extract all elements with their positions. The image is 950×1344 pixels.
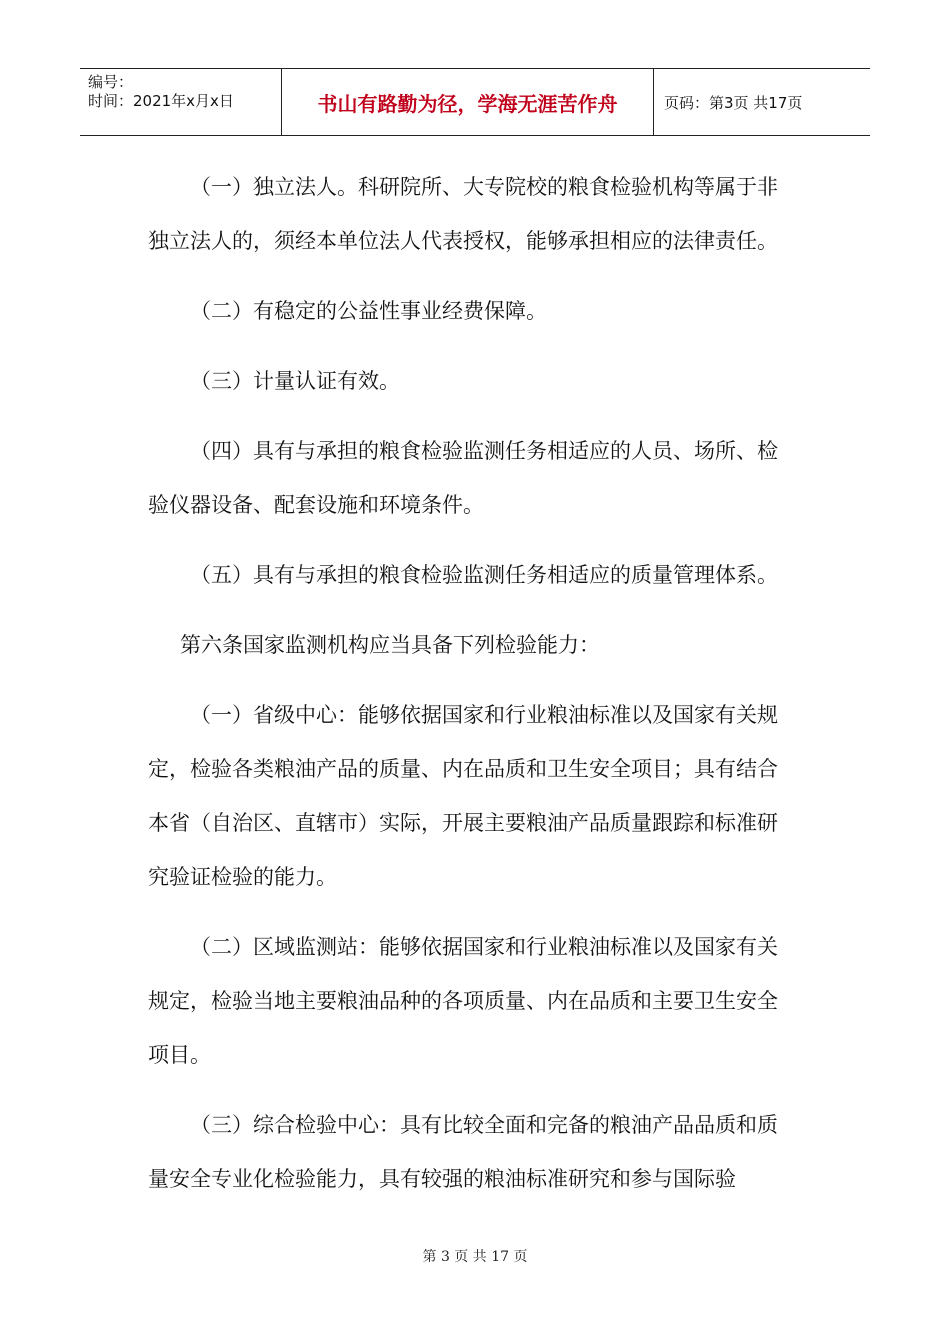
header-number-label: 编号：	[88, 73, 134, 91]
paragraph: （一）独立法人。科研院所、大专院校的粮食检验机构等属于非独立法人的，须经本单位法人代表授权，能够承担相应的法律责任。	[148, 175, 778, 253]
article-heading: 第六条国家监测机构应当具备下列检验能力：	[180, 633, 600, 657]
paragraph: （四）具有与承担的粮食检验监测任务相适应的人员、场所、检验仪器设备、配套设施和环境条件。	[148, 439, 778, 517]
paragraph: （二）有稳定的公益性事业经费保障。	[190, 299, 547, 323]
header-page-info: 页码：第3页 共17页	[664, 93, 803, 112]
document-header	[80, 68, 870, 136]
paragraph: （二）区域监测站：能够依据国家和行业粮油标准以及国家有关规定，检验当地主要粮油品种的各项质量、内在品质和主要卫生安全项目。	[148, 935, 778, 1067]
header-meta	[80, 69, 282, 135]
paragraph: （五）具有与承担的粮食检验监测任务相适应的质量管理体系。	[190, 563, 778, 587]
header-motto: 书山有路勤为径，学海无涯苦作舟	[282, 69, 654, 135]
document-body	[148, 160, 798, 1222]
paragraph: （三）综合检验中心：具有比较全面和完备的粮油产品品质和质量安全专业化检验能力，具有较强的粮油标准研究和参与国际验	[148, 1113, 778, 1191]
header-time-label: 时间：2021年x月x日	[88, 92, 234, 110]
paragraph: （三）计量认证有效。	[190, 369, 400, 393]
page-footer: 第 3 页 共 17 页	[422, 1249, 528, 1265]
paragraph: （一）省级中心：能够依据国家和行业粮油标准以及国家有关规定，检验各类粮油产品的质量、内在品质和卫生安全项目；具有结合本省（自治区、直辖市）实际，开展主要粮油产品质量跟踪和标准研究验证检验的能力。	[148, 703, 778, 889]
